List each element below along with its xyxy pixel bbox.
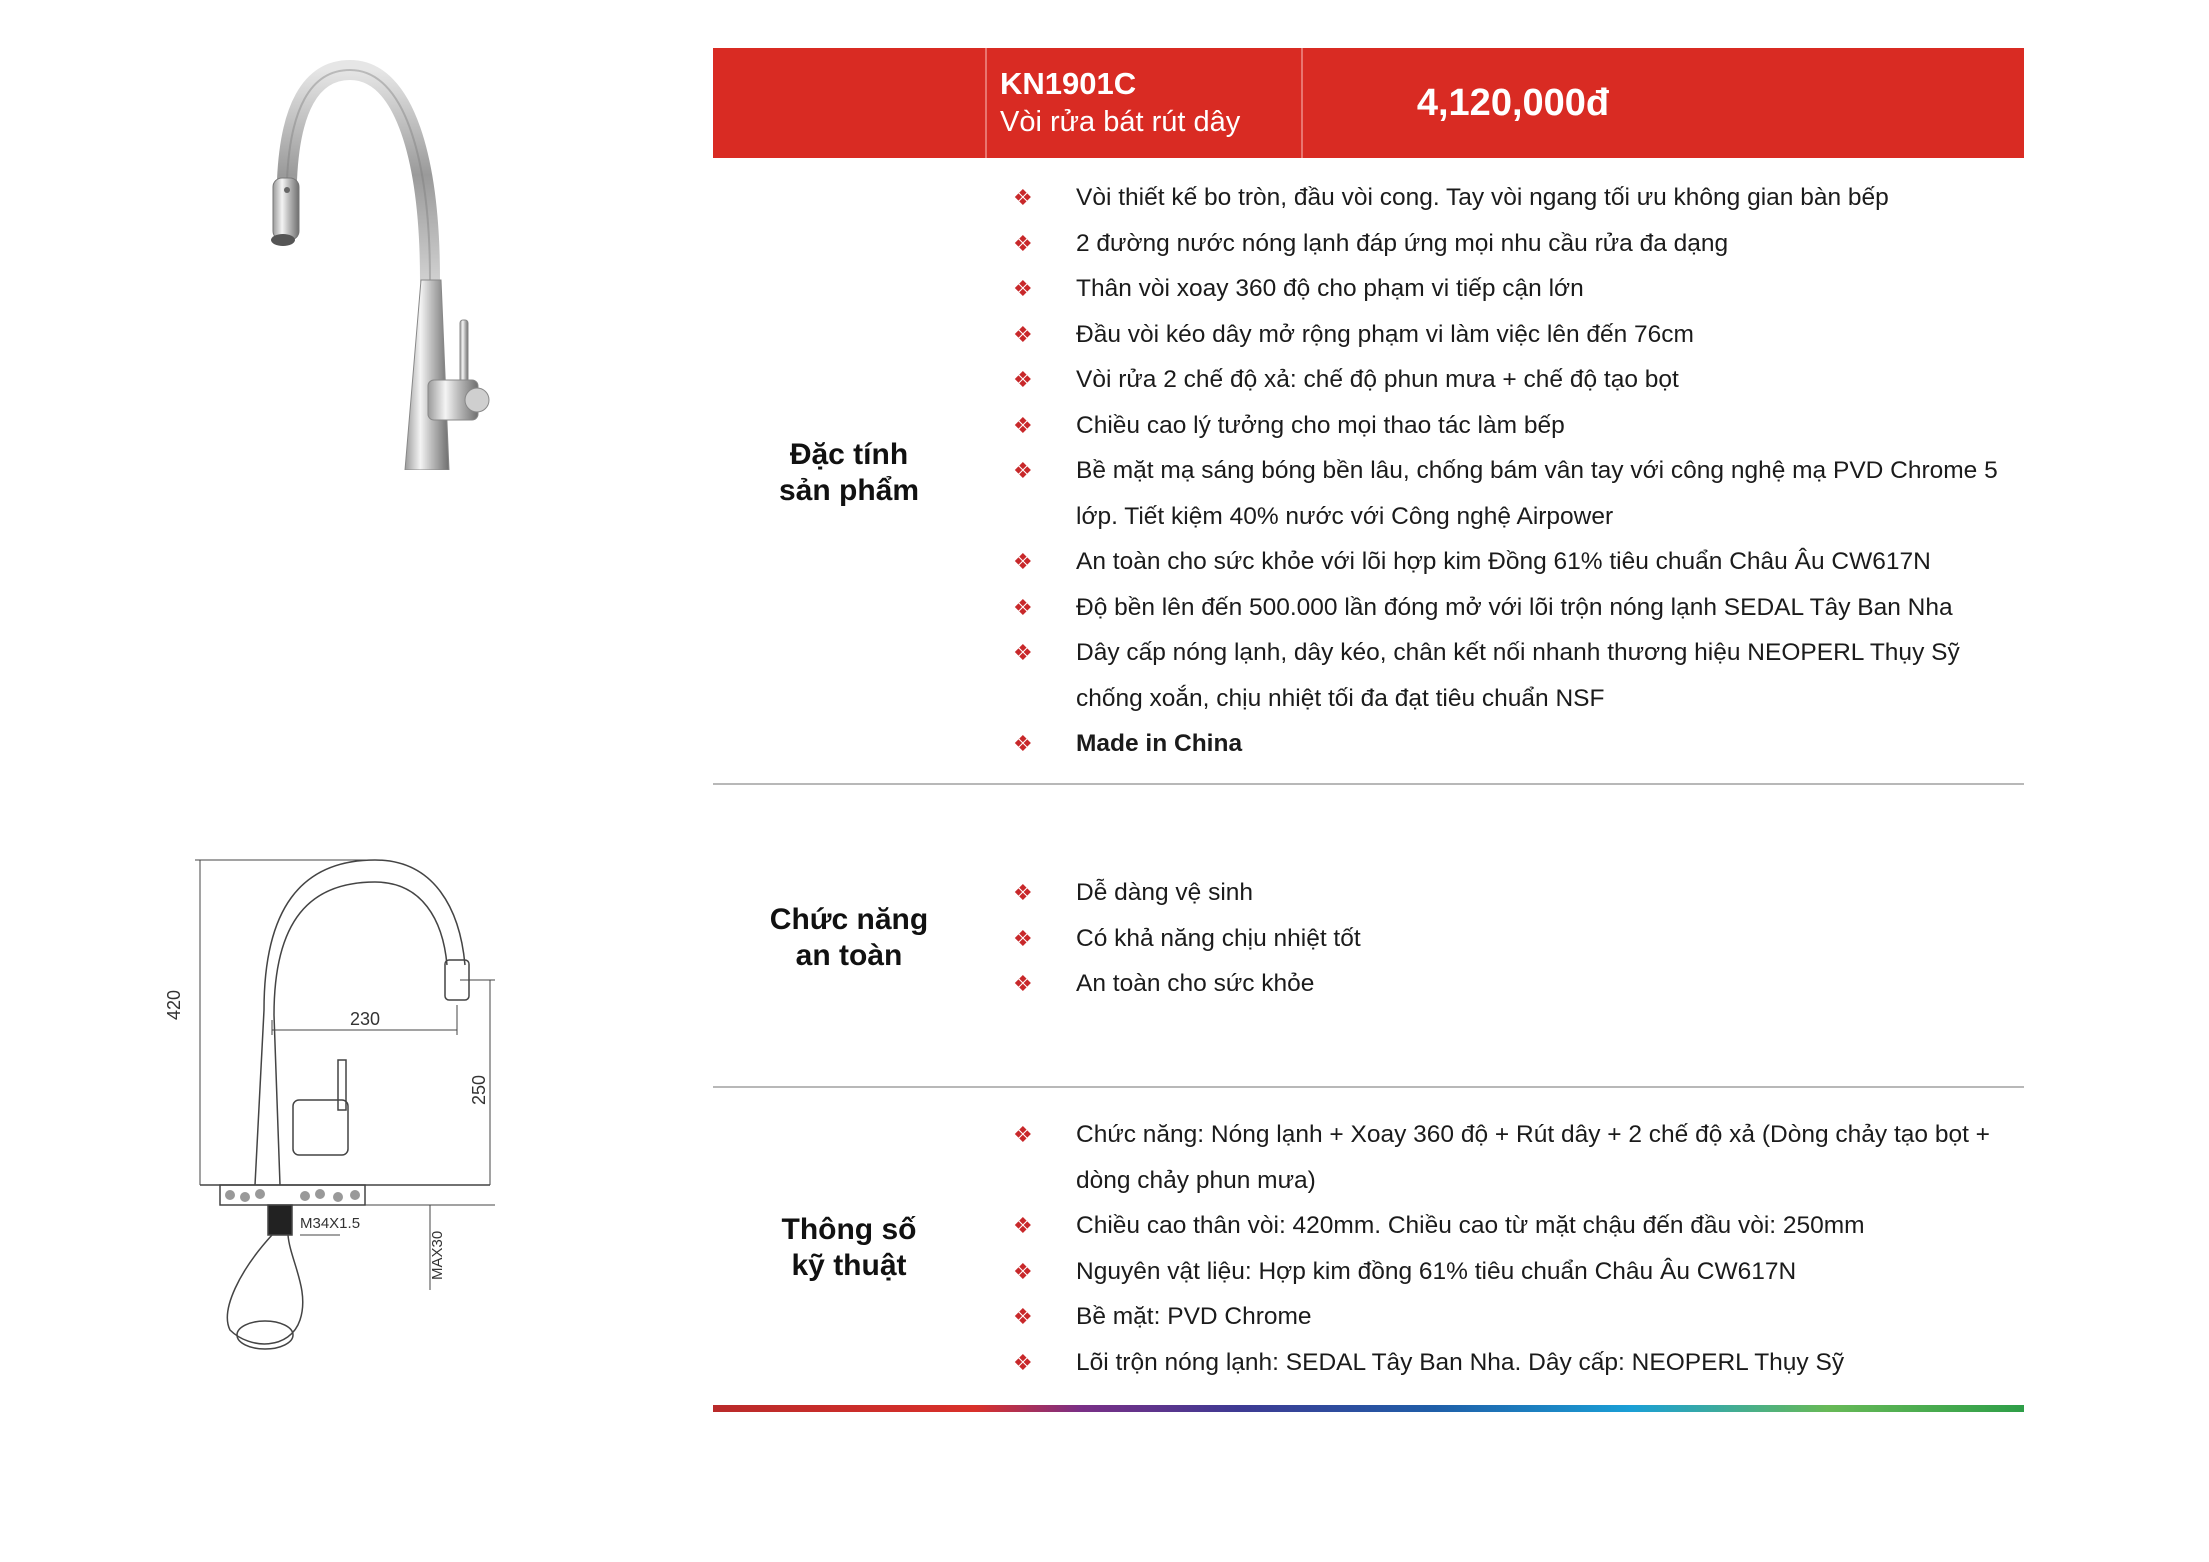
product-header	[713, 48, 2024, 158]
section-label-line1: Thông số	[781, 1213, 917, 1246]
list-item: ❖ An toàn cho sức khỏe với lõi hợp kim Đồng 61% tiêu chuẩn Châu Âu CW617N	[1013, 539, 2014, 585]
list-item: ❖ Có khả năng chịu nhiệt tốt	[1013, 916, 2014, 962]
list-item: ❖ Vòi rửa 2 chế độ xả: chế độ phun mưa + chế độ tạo bọt	[1013, 357, 2014, 403]
product-price: 4,120,000đ	[1416, 81, 1610, 124]
diamond-cluster-icon: ❖	[1013, 594, 1033, 620]
section-safety	[713, 870, 2024, 1070]
diamond-cluster-icon: ❖	[1013, 230, 1033, 256]
diamond-cluster-icon: ❖	[1013, 458, 1033, 483]
diamond-cluster-icon: ❖	[1013, 880, 1033, 905]
list-item: ❖ Chiều cao lý tưởng cho mọi thao tác làm bếp	[1013, 403, 2014, 449]
diamond-cluster-icon: ❖	[1013, 1304, 1033, 1329]
dim-height-spout: 250	[469, 1074, 489, 1105]
product-subtitle: Vòi rửa bát rút dây	[1000, 106, 1241, 138]
section-label-line1: Chức năng	[769, 903, 929, 936]
diamond-cluster-icon: ❖	[1013, 1258, 1033, 1284]
list-item: ❖ Dễ dàng vệ sinh	[1013, 870, 2014, 916]
list-item: ❖ Độ bền lên đến 500.000 lần đóng mở với lõi trộn nóng lạnh SEDAL Tây Ban Nha	[1013, 585, 2014, 631]
diamond-cluster-icon: ❖	[1013, 321, 1033, 347]
diamond-cluster-icon: ❖	[1013, 276, 1033, 301]
diamond-cluster-icon: ❖	[1013, 367, 1033, 392]
dim-reach: 230	[350, 1009, 381, 1029]
section-label-line2: an toàn	[795, 939, 903, 972]
section-label	[713, 437, 985, 509]
list-item: ❖ Lõi trộn nóng lạnh: SEDAL Tây Ban Nha. Dây cấp: NEOPERL Thụy Sỹ	[1013, 1340, 2014, 1386]
section-label	[713, 1212, 985, 1284]
section-label-line2: kỹ thuật	[791, 1249, 907, 1282]
list-item: ❖ Đầu vòi kéo dây mở rộng phạm vi làm việc lên đến 76cm	[1013, 312, 2014, 358]
safety-list	[1013, 870, 2014, 1007]
diamond-cluster-icon: ❖	[1013, 1349, 1033, 1375]
diamond-cluster-icon: ❖	[1013, 971, 1033, 996]
section-divider	[713, 1086, 2024, 1088]
list-item: ❖ Bề mặt: PVD Chrome	[1013, 1294, 2014, 1340]
section-label	[713, 902, 985, 974]
section-label-line1: Đặc tính	[789, 438, 909, 471]
diamond-cluster-icon: ❖	[1013, 185, 1033, 210]
list-item: ❖ 2 đường nước nóng lạnh đáp ứng mọi nhu cầu rửa đa dạng	[1013, 221, 2014, 267]
list-item: ❖ An toàn cho sức khỏe	[1013, 961, 2014, 1007]
list-item: ❖ Chiều cao thân vòi: 420mm. Chiều cao từ mặt chậu đến đầu vòi: 250mm	[1013, 1203, 2014, 1249]
section-features	[713, 175, 2024, 775]
diamond-cluster-icon: ❖	[1013, 731, 1033, 756]
diamond-cluster-icon: ❖	[1013, 640, 1033, 665]
header-empty-cell	[713, 48, 987, 158]
section-divider	[713, 783, 2024, 785]
list-item: ❖ Bề mặt mạ sáng bóng bền lâu, chống bám vân tay với công nghệ mạ PVD Chrome 5 lớp. Tiết kiệm 40% nước với Công nghệ Airpower	[1013, 448, 2014, 539]
diamond-cluster-icon: ❖	[1013, 1213, 1033, 1238]
specs-list	[1013, 1112, 2014, 1385]
feature-list	[1013, 175, 2014, 767]
dim-height-total: 420	[164, 989, 184, 1020]
list-item: ❖ Nguyên vật liệu: Hợp kim đồng 61% tiêu chuẩn Châu Âu CW617N	[1013, 1249, 2014, 1295]
diamond-cluster-icon: ❖	[1013, 925, 1033, 951]
product-model: KN1901C	[1000, 66, 1137, 101]
diamond-cluster-icon: ❖	[1013, 549, 1033, 574]
section-specs	[713, 1112, 2024, 1392]
faucet-product-image	[255, 50, 535, 470]
list-item: ❖ Made in China	[1013, 721, 2014, 767]
technical-drawing	[160, 820, 580, 1360]
list-item: ❖ Thân vòi xoay 360 độ cho phạm vi tiếp cận lớn	[1013, 266, 2014, 312]
dim-thread: M34X1.5	[300, 1215, 361, 1232]
diamond-cluster-icon: ❖	[1013, 1122, 1033, 1147]
header-name-cell	[985, 48, 1303, 158]
diamond-cluster-icon: ❖	[1013, 412, 1033, 438]
rainbow-footer-bar	[713, 1405, 2024, 1412]
list-item: ❖ Chức năng: Nóng lạnh + Xoay 360 độ + Rút dây + 2 chế độ xả (Dòng chảy tạo bọt + dòng chảy phun mưa)	[1013, 1112, 2014, 1203]
dim-max-thickness: MAX30	[429, 1230, 446, 1280]
section-label-line2: sản phẩm	[778, 474, 920, 507]
list-item: ❖ Vòi thiết kế bo tròn, đầu vòi cong. Tay vòi ngang tối ưu không gian bàn bếp	[1013, 175, 2014, 221]
list-item: ❖ Dây cấp nóng lạnh, dây kéo, chân kết nối nhanh thương hiệu NEOPERL Thụy Sỹ chống xoắn, chịu nhiệt tối đa đạt tiêu chuẩn NSF	[1013, 630, 2014, 721]
